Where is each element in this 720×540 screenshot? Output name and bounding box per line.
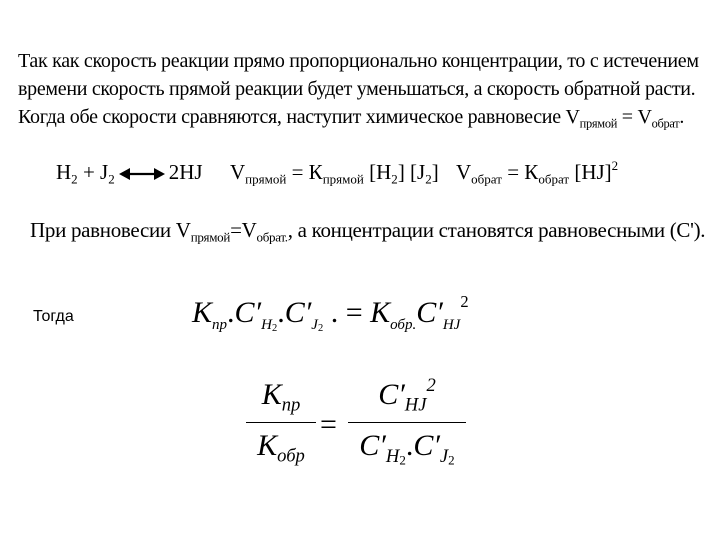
fraction-numerator [246, 378, 316, 420]
equals-sign: . = [323, 296, 371, 329]
forward-close-bracket: ] [431, 160, 439, 184]
c-j-index: 2 [448, 452, 455, 468]
reverse-rate-equation [456, 157, 619, 187]
velocity-symbol: V [637, 106, 652, 128]
c-prime: C′ [378, 378, 405, 411]
iodine-index: 2 [108, 171, 115, 187]
fraction-denominator [348, 429, 466, 468]
subscript-reverse: обрат [651, 116, 680, 131]
paragraph-line-1: Так как скорость реакции прямо пропорционально концентрации, то с истечением [18, 50, 699, 72]
product-hj: 2HJ [168, 160, 203, 184]
k-reverse-sub: обр [277, 445, 305, 467]
reaction-equation [56, 160, 203, 185]
c-hj-sub: HJ [404, 394, 427, 416]
reverse-velocity-sub: обрат [471, 171, 502, 187]
c-prime: C′ [284, 296, 312, 329]
hydrogen-symbol: H [56, 160, 72, 184]
k-reverse: K [257, 429, 278, 462]
equilibrium-sub-direct: прямой [190, 229, 231, 245]
forward-k: = К [286, 160, 323, 184]
forward-h: [H [363, 160, 392, 184]
paragraph-line-3 [18, 106, 684, 129]
c-h-index: 2 [399, 452, 406, 468]
c-j-sub: J [311, 316, 318, 333]
paragraph-line-3-text: Когда обе скорости сравняются, наступит химическое равновесие [18, 106, 566, 128]
equilibrium-prefix: При равновесии V [30, 218, 191, 242]
equilibrium-formula [192, 292, 469, 334]
k-forward-sub: пр [212, 316, 228, 333]
equilibrium-sub-reverse: обрат. [256, 229, 288, 245]
c-j-sub: J [439, 445, 449, 467]
reverse-velocity: V [456, 160, 472, 184]
equilibrium-suffix: , а концентрации становятся равновесными (С'). [287, 218, 706, 242]
fraction-numerator [348, 374, 466, 420]
reverse-power: 2 [611, 157, 619, 173]
hydrogen-index: 2 [71, 171, 78, 187]
forward-k-sub: прямой [322, 171, 364, 187]
forward-velocity: V [230, 160, 246, 184]
paragraph-line-2: времени скорость прямой реакции будет уменьшаться, а скорость обратной расти. [18, 78, 696, 100]
c-prime: C′ [416, 296, 443, 329]
fraction-bar [246, 422, 316, 423]
iodine-symbol: + J [77, 160, 109, 184]
k-reverse: K [370, 296, 391, 329]
c-prime: C′ [413, 429, 440, 462]
reverse-hj: [HJ] [569, 160, 612, 184]
forward-j-sub: 2 [425, 171, 432, 187]
fraction-denominator [246, 429, 316, 467]
togda-label: Тогда [33, 308, 74, 325]
equals-sign: = [320, 408, 337, 441]
power: 2 [460, 292, 469, 312]
k-ratio-fraction [246, 378, 316, 467]
k-forward: K [261, 378, 282, 411]
concentration-ratio-fraction [348, 374, 466, 468]
power: 2 [426, 374, 436, 396]
c-h-sub: H [261, 316, 272, 333]
c-prime: C′ [359, 429, 386, 462]
c-j-index: 2 [317, 322, 324, 334]
c-prime: C′ [234, 296, 262, 329]
c-h-sub: H [385, 445, 400, 467]
reverse-k-sub: обрат [538, 171, 570, 187]
c-h-index: 2 [271, 322, 278, 334]
dot: . [405, 429, 414, 462]
subscript-direct: прямой [579, 116, 618, 131]
forward-rate-equation [230, 160, 439, 185]
c-hj-sub: HJ [442, 316, 461, 333]
dot: . [277, 296, 285, 329]
k-forward-sub: пр [281, 394, 301, 416]
forward-h-sub: 2 [391, 171, 398, 187]
dot: . [227, 296, 235, 329]
reversible-arrow-icon [119, 167, 165, 181]
forward-j: ] [J [397, 160, 426, 184]
equilibrium-sentence [30, 218, 705, 243]
velocity-symbol: V [565, 106, 580, 128]
equals-sign: = [617, 106, 638, 128]
k-reverse-sub: обр. [390, 316, 417, 333]
fraction-bar [348, 422, 466, 423]
period: . [679, 106, 685, 128]
equilibrium-mid: =V [230, 218, 257, 242]
k-forward: K [192, 296, 213, 329]
reverse-k: = К [501, 160, 539, 184]
forward-velocity-sub: прямой [245, 171, 287, 187]
